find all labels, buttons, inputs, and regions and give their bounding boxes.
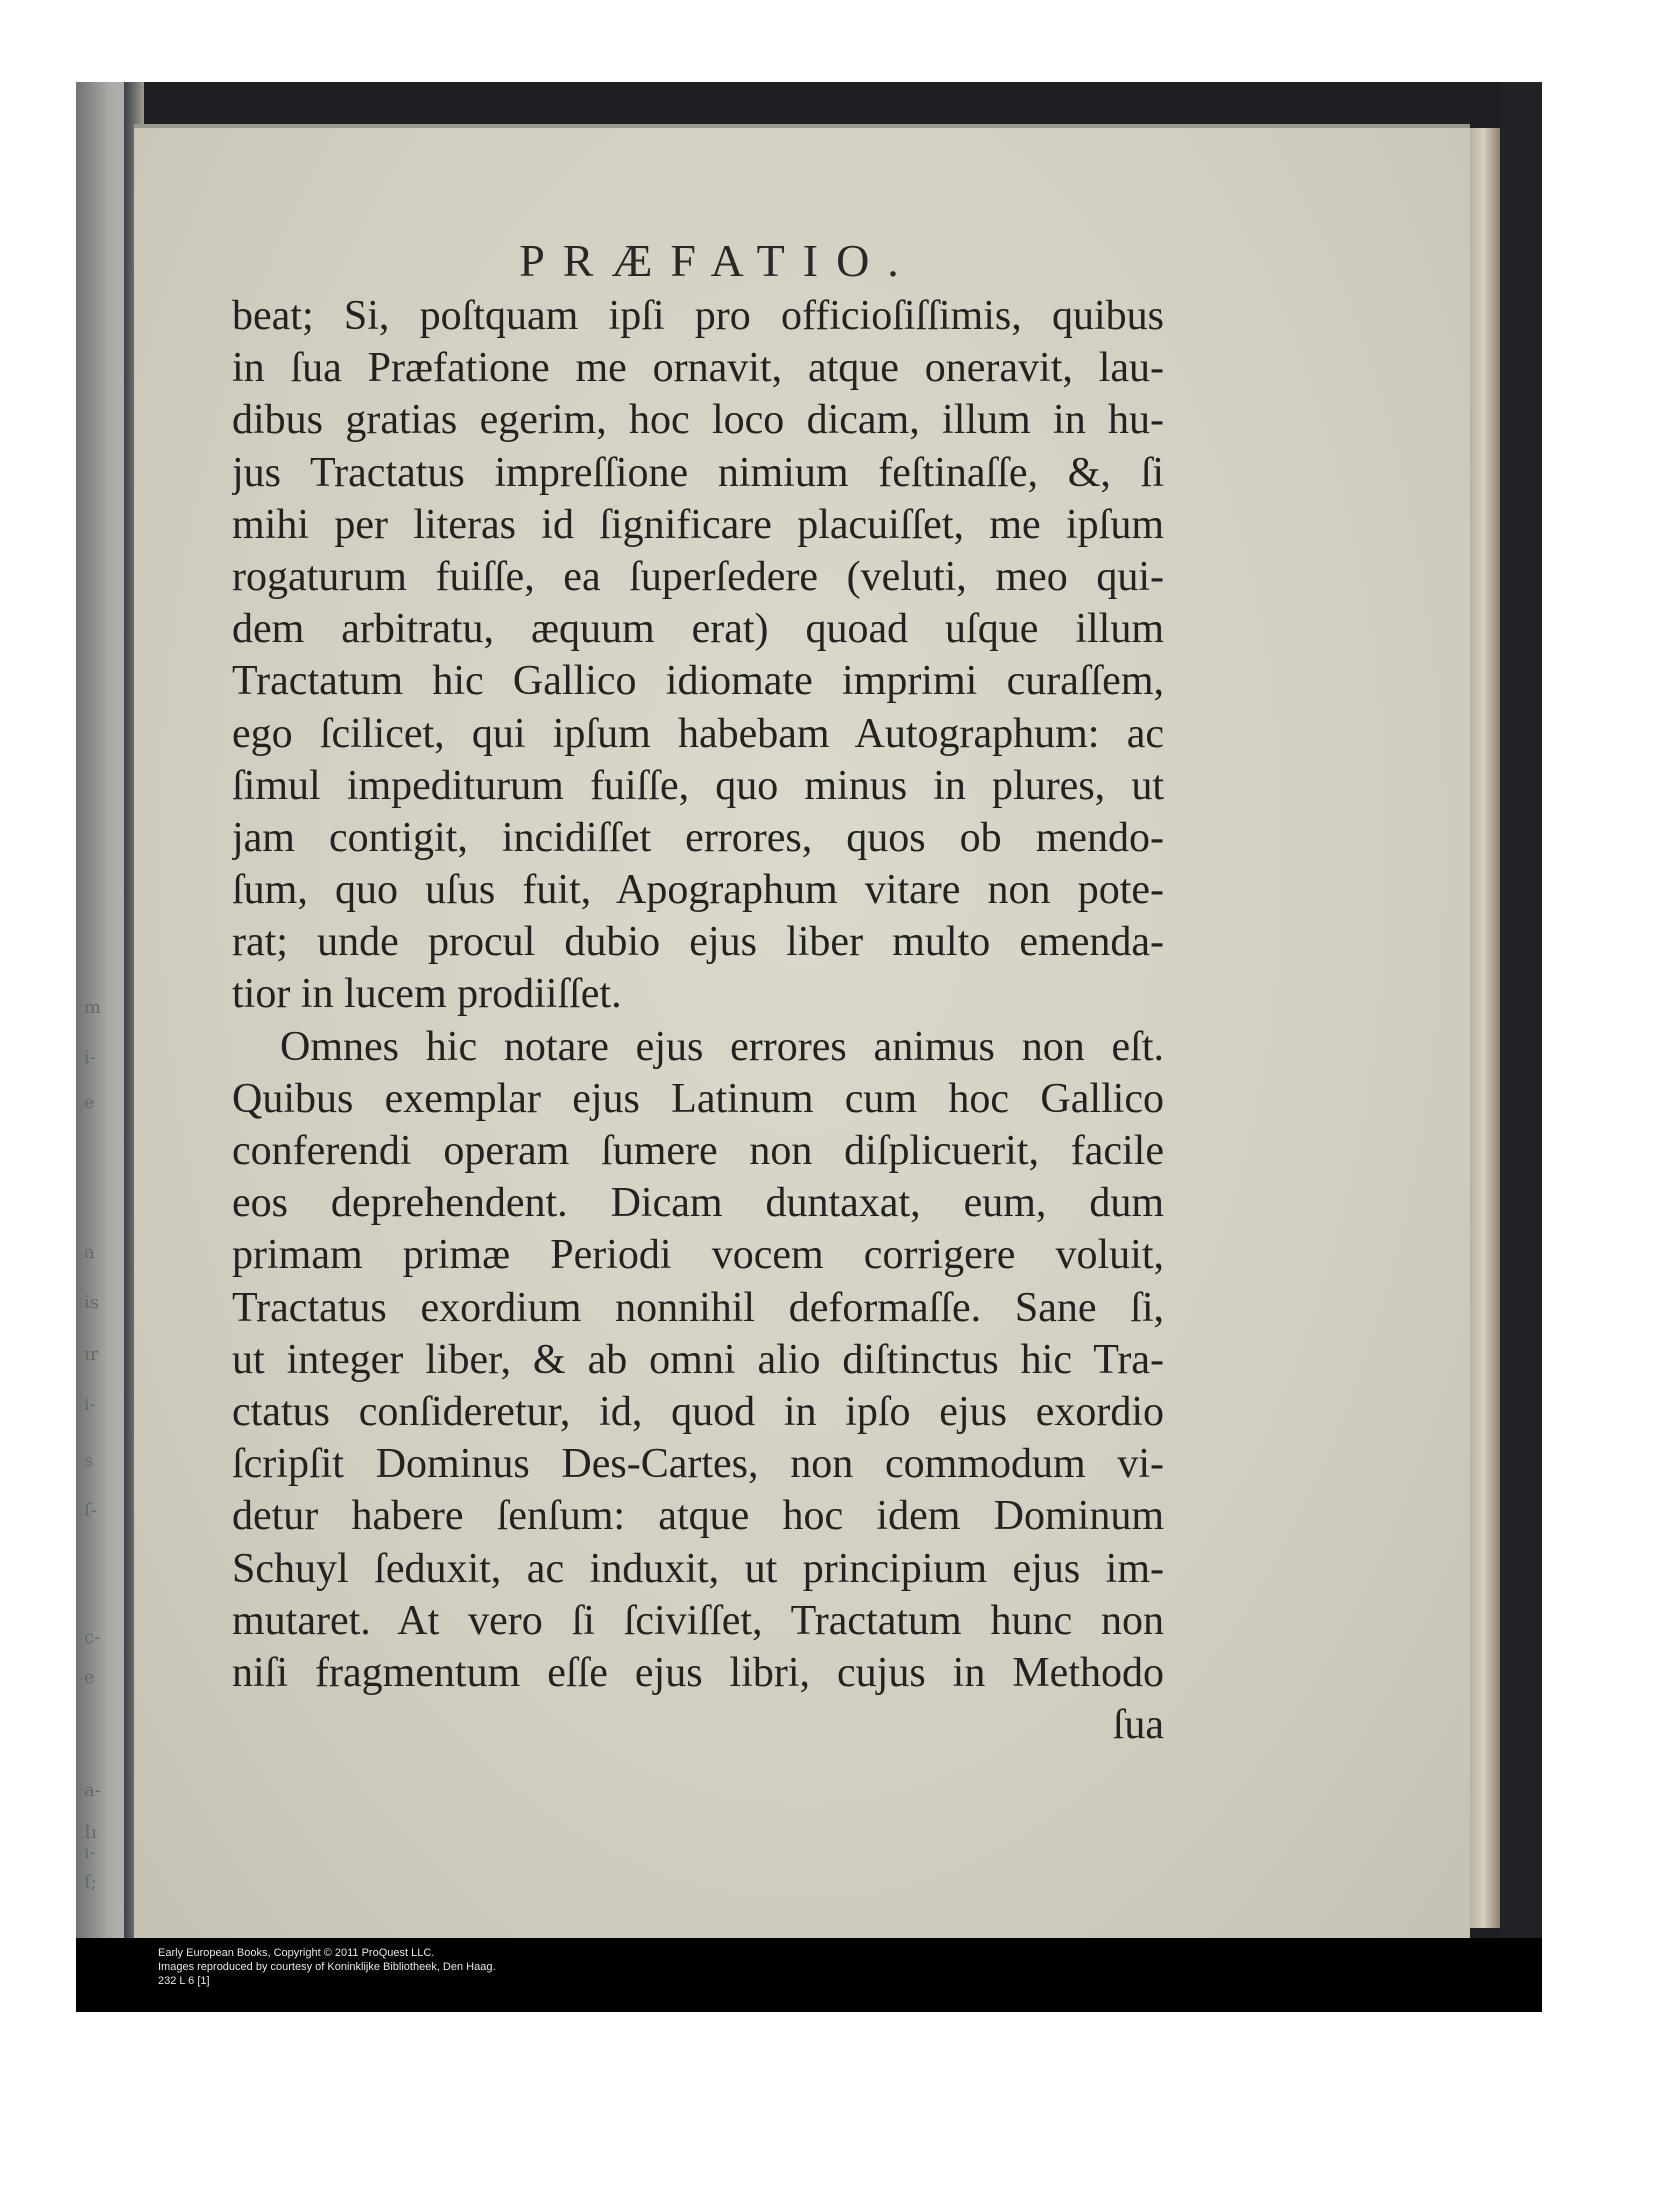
text-line: mutaret. At vero ſi ſciviſſet, Tractatum hunc non [232, 1597, 1164, 1644]
text-line: ego ſcilicet, qui ipſum habebam Autographum: ac [232, 710, 1164, 757]
text-line: niſi fragmentum eſſe ejus libri, cujus in Methodo [232, 1649, 1164, 1696]
text-line: rogaturum fuiſſe, ea ſuperſedere (veluti, meo qui- [232, 553, 1164, 600]
margin-mark: a- [84, 1780, 101, 1801]
text-line: ſum, quo uſus fuit, Apographum vitare non pote- [232, 867, 1164, 914]
text-line: eos deprehendent. Dicam duntaxat, eum, dum [232, 1180, 1164, 1227]
margin-mark: Iı [84, 1822, 97, 1843]
text-line: Tractatum hic Gallico idiomate imprimi curaſſem, [232, 658, 1164, 705]
text-line: jam contigit, incidiſſet errores, quos ob mendo- [232, 814, 1164, 861]
footer-shelfmark: 232 L 6 [1] [158, 1975, 210, 1987]
footer-courtesy: Images reproduced by courtesy of Koninklijke Bibliotheek, Den Haag. [158, 1961, 496, 1973]
text-line: Omnes hic notare ejus errores animus non eſt. [280, 1023, 1164, 1070]
page-text-block [232, 232, 1164, 1751]
page-edge-shadow [1500, 82, 1542, 1938]
text-line: Quibus exemplar ejus Latinum cum hoc Gallico [232, 1075, 1164, 1122]
catchword: ſua [1112, 1702, 1164, 1749]
margin-mark: ı- [84, 1842, 96, 1863]
text-line: mihi per literas id ſignificare placuiſſet, me ipſum [232, 501, 1164, 548]
text-line: ſimul impediturum fuiſſe, quo minus in plures, ut [232, 762, 1164, 809]
text-line: tior in lucem prodiiſſet. [232, 971, 622, 1018]
text-line: dibus gratias egerim, hoc loco dicam, illum in hu- [232, 397, 1164, 444]
text-line: beat; Si, poſtquam ipſi pro officioſiſſimis, quibus [232, 293, 1164, 339]
margin-mark: e [84, 1667, 95, 1688]
footer-bar [76, 1938, 1542, 2012]
margin-mark: i- [84, 1394, 96, 1415]
text-line: jus Tractatus impreſſione nimium feſtinaſſe, &, ſi [232, 449, 1164, 496]
margin-mark: m [84, 997, 102, 1018]
text-line: ut integer liber, & ab omni alio diſtinctus hic Tra- [232, 1336, 1164, 1383]
text-line: Schuyl ſeduxit, ac induxit, ut principium ejus im- [232, 1545, 1164, 1592]
margin-mark: c- [84, 1627, 101, 1648]
text-line: in ſua Præfatione me ornavit, atque oneravit, lau- [232, 345, 1164, 392]
margin-mark: a [84, 1242, 95, 1263]
page-lines [232, 290, 1164, 1699]
text-line: ctatus conſideretur, id, quod in ipſo ejus exordio [232, 1388, 1164, 1435]
text-line: rat; unde procul dubio ejus liber multo emenda- [232, 919, 1164, 966]
text-line: conferendi operam ſumere non diſplicuerit, facile [232, 1128, 1164, 1174]
page-edge [1470, 128, 1500, 1928]
footer-copyright: Early European Books, Copyright © 2011 ProQuest LLC. [158, 1947, 435, 1959]
text-line: ſcripſit Dominus Des-Cartes, non commodum vi- [232, 1441, 1164, 1488]
text-line: detur habere ſenſum: atque hoc idem Dominum [232, 1493, 1164, 1540]
margin-mark: ır [84, 1344, 99, 1365]
margin-mark: i- [84, 1047, 96, 1068]
text-line: dem arbitratu, æquum erat) quoad uſque illum [232, 606, 1164, 653]
page-header: PRÆFATIO. [519, 235, 917, 286]
text-line: Tractatus exordium nonnihil deformaſſe. Sane ſi, [232, 1284, 1164, 1331]
margin-mark: s [84, 1450, 94, 1471]
margin-mark: is [84, 1292, 99, 1313]
text-line: primam primæ Periodi vocem corrigere voluit, [232, 1232, 1164, 1279]
margin-mark: ſ- [84, 1500, 97, 1521]
margin-mark: e [84, 1092, 95, 1113]
margin-mark: ſ; [84, 1872, 97, 1893]
